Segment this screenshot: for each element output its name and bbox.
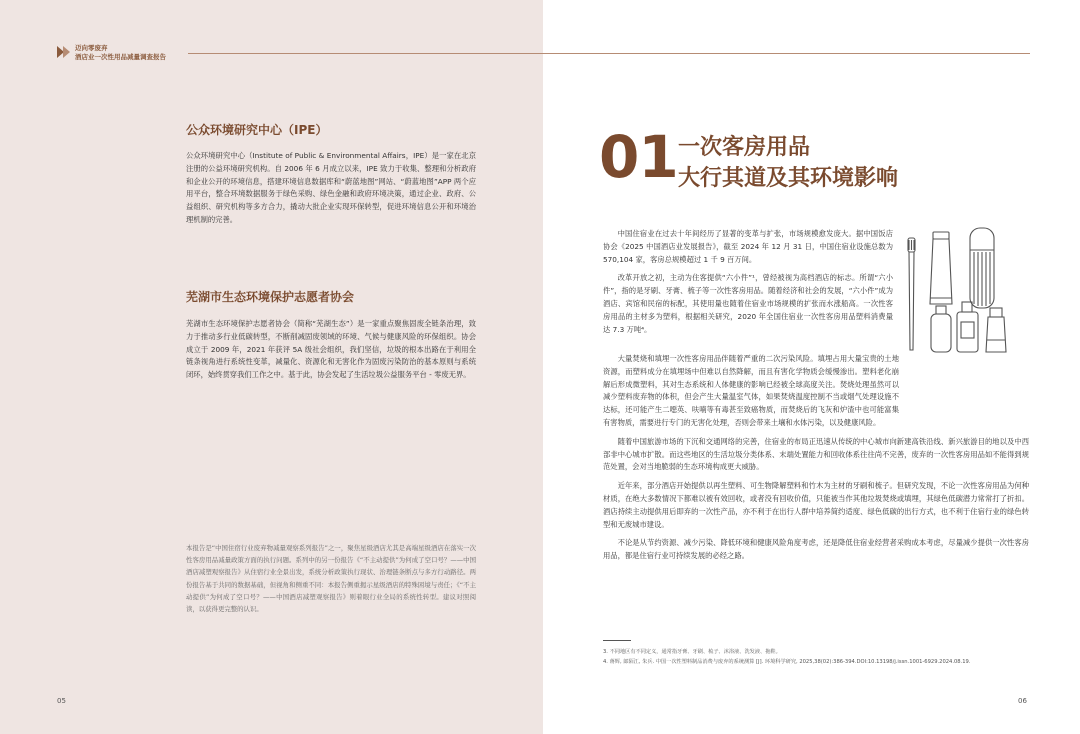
chapter-title xyxy=(678,132,898,194)
footnote-divider xyxy=(603,640,631,641)
footnote-4: 4. 蒋辉, 郎陌江, 朱兵. 中国一次性塑料制品消费与废弃的系统测算 [J]. 环境科学研究, 2025,38(02):386-394.DOI:10.13198/j.issn.1001-6929.2024.08.19. xyxy=(603,659,971,665)
paragraph-2: 改革开放之初，主动为住客提供“六小件”¹，曾经被视为高档酒店的标志。所谓“六小件”，指的是牙刷、牙膏、梳子等一次性客房用品。随着经济和社会的发展，“六小件”成为酒店、宾馆和民宿的标配，其使用量也随着住宿业市场规模的扩张而水涨船高。一次性客房用品的主材多为塑料，根据相关研究，2020 年全国住宿业一次性客房用品塑料消费量达 7.3 万吨⁴。 xyxy=(603,273,893,334)
paragraph-6: 不论是从节约资源、减少污染、降低环境和健康风险角度考虑，还是降低住宿业经营者采购成本考虑，尽量减少提供一次性客房用品，都是住宿行业可持续发展的必经之路。 xyxy=(603,538,1029,561)
para-rest-container xyxy=(603,353,1029,569)
report-note: 本报告是“中国住宿行业废弃物减量观察系列报告”之一，聚焦星级酒店尤其是高端星级酒店在落实一次性客房用品减量政策方面的执行问题。系列中的另一份报告《“不主动提供”为何成了空口号？——中国酒店减塑观察报告》从住宿行业全景出发，系统分析政策执行现状、治理链条断点与多方行动路径。两份报告基于共同的数据基础，但视角和侧重不同：本报告侧重揭示星级酒店的特殊困境与责任；《“不主动提供”为何成了空口号？——中国酒店减塑观察报告》则着眼行业全局的系统性转型。建议对照阅读，以获得更完整的认识。 xyxy=(186,544,476,614)
ipe-body: 公众环境研究中心（Institute of Public & Environmental Affairs，IPE）是一家在北京注册的公益环境研究机构。自 2006 年 6 月成立以来，IPE 致力于收集、整理和分析政府和企业公开的环境信息，搭建环境信息数据库和“蔚蓝地图”网站、“蔚蓝地图”APP 两个应用平台，整合环境数据服务于绿色采购、绿色金融和政府环境决策，通过企业、政府、公益组织、研究机构等多方合力，撬动大批企业实现环保转型，促进环境信息公开和环境治理机制的完善。 xyxy=(186,151,476,224)
ipe-title: 公众环境研究中心（IPE） xyxy=(186,123,328,137)
report-header xyxy=(75,44,166,62)
chapter-title-line1: 一次客房用品 xyxy=(678,135,811,160)
header-divider xyxy=(188,53,1030,54)
paragraph-3: 大量焚烧和填埋一次性客房用品伴随着严重的二次污染风险。填埋占用大量宝贵的土地资源，而塑料成分在填埋场中但难以自然降解，而且有害化学物质会缓慢渗出。塑料老化崩解后形成微塑料，其对生态系统和人体健康的影响已经被全球高度关注。焚烧处理虽然可以减少塑料废弃物的体积，但会产生大量温室气体，如果焚烧温度控制不当或烟气处理设施不达标，还可能产生二噁英、呋喃等有毒甚至致癌物质，而焚烧后的飞灰和炉渣中也可能富集有害物质，需要进行专门的无害化处理，否则会带来土壤和水体污染，以及健康风险。 xyxy=(603,354,899,427)
page-number-right: 06 xyxy=(1018,697,1027,705)
header-line2: 酒店业一次性用品减量调查报告 xyxy=(75,53,166,61)
wuhu-title: 芜湖市生态环境保护志愿者协会 xyxy=(186,290,355,304)
chapter-number: 01 xyxy=(599,123,678,191)
footnotes xyxy=(603,647,1033,667)
page-number-left: 05 xyxy=(57,697,66,705)
footnote-3: 3. 不同地区有不同定义，通常指牙膏、牙刷、梳子、沐浴液、洗发液、拖鞋。 xyxy=(603,649,781,655)
header-line1: 迈向零废弃 xyxy=(75,44,108,52)
paragraph-4: 随着中国旅游市场的下沉和交通网络的完善，住宿业的布局正迅速从传统的中心城市向新建高铁沿线、新兴旅游目的地以及中西部非中心城市扩散。而这些地区的生活垃圾分类体系、末端处置能力和回收体系往往尚不完善，废弃的一次性客房用品如不能得到规范处置，会对当地脆弱的生态环境构成更大威胁。 xyxy=(603,436,1029,472)
chapter-title-line2: 大行其道及其环境影响 xyxy=(678,166,899,191)
toiletries-illustration xyxy=(900,210,1025,355)
wuhu-body: 芜湖市生态环境保护志愿者协会（简称“芜湖生态”）是一家重点聚焦固废全链条治理，致力于推动多行业低碳转型，不断削减固废领域的环境、气候与健康风险的环保组织。协会成立于 2009 年，2021 年获评 5A 级社会组织，我们坚信，垃圾的根本出路在于利用全链条视角进行系统性变革，减量化、资源化和无害化作为固废污染防治的基本原则与系统闭环，始终贯穿我们工作之中。基于此，协会发起了生活垃圾公益服务平台 - 零废无界。 xyxy=(186,319,476,380)
double-arrow-icon xyxy=(57,46,71,58)
paragraph-5: 近年来，部分酒店开始提供以再生塑料、可生物降解塑料和竹木为主材的牙刷和梳子。但研究发现，不论一次性客房用品为何种材质，在绝大多数情况下都难以被有效回收，或者没有回收价值，只能被当作其他垃圾焚烧或填埋，其绿色低碳潜力常常打了折扣。酒店持续主动提供用后即弃的一次性产品，亦不利于在出行人群中培养简约适度、绿色低碳的出行方式，也不利于住宿行业的绿色转型和无废城市建设。 xyxy=(603,481,1029,529)
paragraph-1: 中国住宿业在过去十年间经历了显著的变革与扩张，市场规模愈发庞大。据中国饭店协会《2025 中国酒店业发展报告》，截至 2024 年 12 月 31 日，中国住宿业设施总数为 570,104 家，客房总规模超过 1 千 9 百万间。 xyxy=(603,229,893,264)
para-1-container xyxy=(603,228,893,342)
